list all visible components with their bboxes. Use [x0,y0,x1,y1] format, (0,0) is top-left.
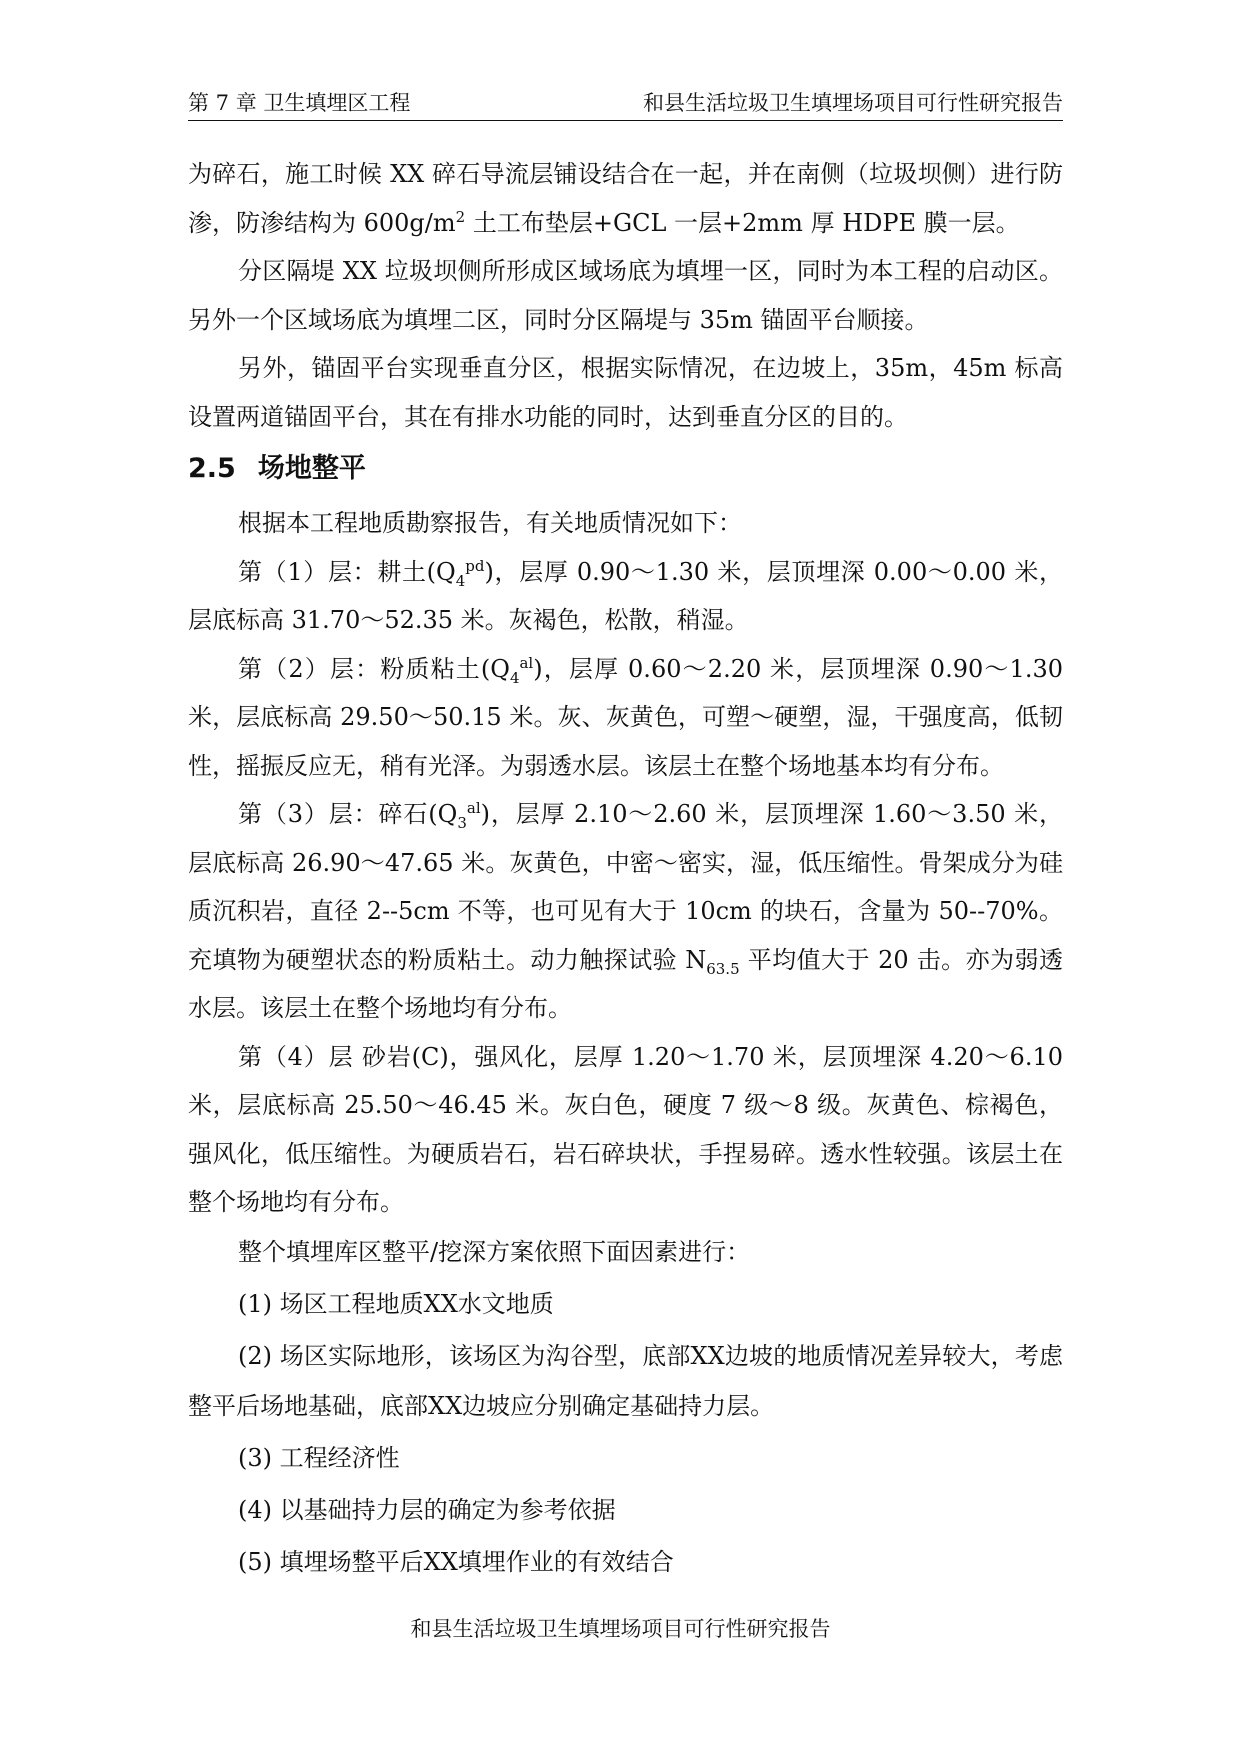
section-title: 场地整平 [257,453,366,484]
superscript: al [466,799,481,817]
layer-text: 平均值大于 20 击。亦为弱透水层。该层土在整个场地均有分布。 [188,945,1063,1022]
section-heading [188,445,1063,493]
layer-text: )，层厚 0.60～2.20 米，层顶埋深 0.90～1.30 米，层底标高 29.50～50.15 米。灰、灰黄色，可塑～硬塑，湿，干强度高，低韧性，摇振反应无，稍有光泽。为弱透水层。该层土在整个场地基本均有分布。 [188,654,1063,780]
geo-intro: 根据本工程地质勘察报告，有关地质情况如下： [238,509,742,537]
paragraph-text: 土工布垫层+GCL 一层+2mm 厚 HDPE 膜一层。 [465,208,1020,237]
subscript: 4 [455,571,466,590]
geo-layer-1 [188,548,1063,645]
geo-layer-4: 第（4）层 砂岩(C)，强风化，层厚 1.20～1.70 米，层顶埋深 4.20～6.10 米，层底标高 25.50～46.45 米。灰白色，硬度 7 级～8 级。灰黄色、棕褐色，强风化，低压缩性。为硬质岩石，岩石碎块状，手捏易碎。透水性较强。该层土在整个场地均有分布。 [188,1042,1063,1216]
page-body [188,150,1063,1589]
header-chapter: 第 7 章 卫生填埋区工程 [188,91,411,115]
layer-text: )，层厚 2.10～2.60 米，层顶埋深 1.60～3.50 米，层底标高 26.90～47.65 米。灰黄色，中密～密实，湿，低压缩性。骨架成分为硅质沉积岩，直径 2--5cm 不等，也可见有大于 10cm 的块石，含量为 50--70%。充填物为硬塑状态的粉质粘土。动力触探试验 N [188,800,1063,974]
paragraph-text: 为碎石，施工时候 XX 碎石导流层铺设结合在一起，并在南侧（垃圾坝侧）进行防渗，防渗结构为 600g/m [188,160,1063,237]
paragraph-seepage [188,150,1063,247]
subscript: 4 [509,668,520,687]
subscript: 63.5 [706,959,740,978]
layer-text: 第（3）层：碎石(Q [238,800,458,828]
superscript: pd [465,556,485,575]
geo-layer-2 [188,645,1063,791]
header-rule [188,120,1063,121]
layer-text: 第（1）层：耕土(Q [238,557,456,586]
section-number: 2.5 [188,453,236,484]
layer-text: )，层厚 0.90～1.30 米，层顶埋深 0.00～0.00 米，层底标高 31.70～52.35 米。灰褐色，松散，稍湿。 [188,557,1063,634]
geo-layer-3 [188,790,1063,1033]
page-header [188,90,1063,120]
paragraph-partition: 分区隔堤 XX 垃圾坝侧所形成区域场底为填埋一区，同时为本工程的启动区。另外一个区域场底为填埋二区，同时分区隔堤与 35m 锚固平台顺接。 [188,257,1063,334]
layer-text: 第（2）层：粉质粘土(Q [238,654,510,683]
factor-item: (4) 以基础持力层的确定为参考依据 [238,1495,616,1524]
factor-intro: 整个填埋库区整平/挖深方案依照下面因素进行： [238,1237,751,1266]
superscript: al [519,653,534,672]
factor-item: (1) 场区工程地质XX水文地质 [238,1289,554,1318]
factor-item: (3) 工程经济性 [238,1443,400,1472]
paragraph-anchor-platform: 另外，锚固平台实现垂直分区，根据实际情况，在边坡上，35m，45m 标高设置两道锚固平台，其在有排水功能的同时，达到垂直分区的目的。 [188,354,1063,431]
page-footer: 和县生活垃圾卫生填埋场项目可行性研究报告 [410,1617,831,1641]
factor-list [188,1227,1063,1587]
superscript: 2 [455,207,466,226]
header-doc-title: 和县生活垃圾卫生填埋场项目可行性研究报告 [643,91,1063,115]
factor-item: (2) 场区实际地形，该场区为沟谷型，底部XX边坡的地质情况差异较大，考虑整平后场地基础，底部XX边坡应分别确定基础持力层。 [188,1341,1063,1420]
factor-item: (5) 填埋场整平后XX填埋作业的有效结合 [238,1547,674,1576]
subscript: 3 [457,813,467,832]
